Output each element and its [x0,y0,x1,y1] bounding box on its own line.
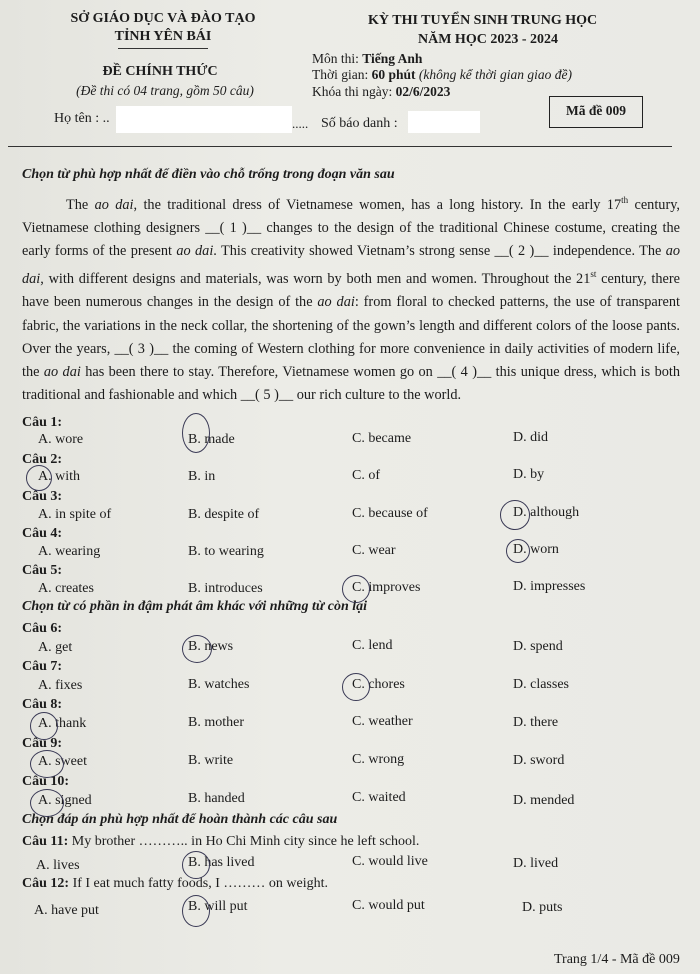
q5-label: Câu 5: [22,563,63,578]
answer-circle-q5 [342,575,370,603]
q10-option-d: D. mended [513,793,575,808]
name-dots: ..... [292,116,309,131]
q4-option-c: C. wear [352,543,396,558]
q3-option-a: A. in spite of [38,507,112,522]
date-value: 02/6/2023 [395,84,451,99]
pages-note: (Đề thi có 04 trang, gồm 50 câu) [76,83,254,98]
answer-circle-q12 [182,895,210,927]
q9-label: Câu 9: [22,736,63,751]
id-label: Số báo danh : [321,116,398,131]
q1-option-a: A. wore [38,432,84,447]
q11-option-b: B. has lived [188,855,255,870]
answer-circle-q9 [30,750,64,778]
school-year: NĂM HỌC 2023 - 2024 [418,32,558,47]
q7-option-c: C. chores [352,677,405,692]
q10-option-a: A. signed [38,793,92,808]
q7-option-d: D. classes [513,677,569,692]
time-value: 60 phút [371,67,416,82]
q11-option-d: D. lived [513,856,559,871]
section1-title: Chọn từ phù hợp nhất để điền vào chỗ trống trong đoạn văn sau [22,167,395,182]
q9-option-a: A. sweet [38,754,87,769]
name-redaction [116,106,292,133]
header-divider [8,146,672,147]
q8-option-c: C. weather [352,714,413,729]
q11-option-a: A. lives [36,858,80,873]
date-label: Khóa thi ngày: [312,84,396,99]
passage: The ao dai, the traditional dress of Vietnamese women, has a long history. In the early 17th century, Vietnamese clothing designers __( 1 )__ changes to the design of the traditional Chinese costume, creating the early forms of the present ao dai. This creativity showed Vietnam’s strong sense __( 2 )__ independence. The ao dai, with different designs and materials, was worn by both men and women. Throughout the 21st century, there have been numerous changes in the design of the ao dai: from floral to checked patterns, the use of transparent fabric, the variations in the neck collar, the shortening of the gown’s length and different colors of the loose pants. Over the years, __( 3 )__ the coming of Western clothing for more convenience in daily activities of modern life, the ao dai has been there to stay. Therefore, Vietnamese women go on __( 4 )__ this unique dress, which is both traditional and fashionable and which __( 5 )__ our rich culture to the world. [22,195,681,404]
q9-option-c: C. wrong [352,752,405,767]
answer-circle-q3 [500,500,530,530]
q7-option-b: B. watches [188,677,250,692]
q3-option-b: B. despite of [188,507,260,522]
q12-stem: Câu 12: If I eat much fatty foods, I ……… on weight. [22,876,329,891]
q6-option-a: A. get [38,640,73,655]
q12-option-a: A. have put [34,903,99,918]
q3-option-d: D. although [513,505,580,520]
exam-code: Mã đề 009 [566,103,626,118]
subject-value: Tiếng Anh [362,51,423,66]
answer-circle-q7 [342,673,370,701]
date-line [312,84,450,100]
q2-label: Câu 2: [22,452,63,467]
id-redaction [408,111,480,133]
q5-option-c: C. improves [352,580,421,595]
q5-option-b: B. introduces [188,581,263,596]
page-footer: Trang 1/4 - Mã đề 009 [554,952,680,967]
q7-option-a: A. fixes [38,678,83,693]
q1-option-c: C. became [352,431,412,446]
q3-option-c: C. because of [352,506,428,521]
time-label: Thời gian: [312,67,372,82]
answer-circle-q11 [182,851,210,879]
answer-circle-q2 [26,465,52,491]
q5-option-a: A. creates [38,581,94,596]
q11-stem: Câu 11: My brother ……….. in Ho Chi Minh city since he left school. [22,834,420,849]
q11-label: Câu 11: [22,834,69,849]
q9-option-d: D. sword [513,753,565,768]
dept-line2: TỈNH YÊN BÁI [114,29,212,44]
q9-option-b: B. write [188,753,234,768]
q6-label: Câu 6: [22,621,63,636]
q12-option-c: C. would put [352,898,425,913]
q1-label: Câu 1: [22,415,63,430]
q2-option-a: A. with [38,469,80,484]
subject-label: Môn thi: [312,51,363,66]
q6-option-b: B. news [188,639,234,654]
q2-option-b: B. in [188,469,216,484]
q11-option-c: C. would live [352,854,428,869]
q7-label: Câu 7: [22,659,63,674]
dept-underline [118,48,208,49]
answer-circle-q1 [182,413,210,453]
q12-option-b: B. will put [188,899,248,914]
q10-option-c: C. waited [352,790,406,805]
answer-circle-q8 [30,712,58,740]
section3-title: Chọn đáp án phù hợp nhất để hoàn thành các câu sau [22,812,338,827]
q2-option-c: C. of [352,468,380,483]
q8-label: Câu 8: [22,697,63,712]
q12-option-d: D. puts [522,900,563,915]
answer-circle-q4 [506,539,530,563]
q10-label: Câu 10: [22,774,70,789]
q4-option-d: D. worn [513,542,559,557]
q3-label: Câu 3: [22,489,63,504]
q6-option-c: C. lend [352,638,393,653]
exam-title: KỲ THI TUYỂN SINH TRUNG HỌC [368,13,598,28]
q2-option-d: D. by [513,467,545,482]
answer-circle-q6 [182,635,212,663]
q4-option-b: B. to wearing [188,544,264,559]
subject-line [312,51,422,67]
name-label: Họ tên : .. [54,111,110,126]
official-label: ĐỀ CHÍNH THỨC [102,64,218,79]
answer-circle-q10 [30,789,64,817]
time-line [312,67,572,83]
section2-title: Chọn từ có phần in đậm phát âm khác với những từ còn lại [22,599,368,614]
dept-line1: SỞ GIÁO DỤC VÀ ĐÀO TẠO [70,11,256,26]
q5-option-d: D. impresses [513,579,586,594]
time-note: (không kể thời gian giao đề) [415,67,572,82]
q12-label: Câu 12: [22,876,70,891]
q8-option-b: B. mother [188,715,244,730]
q8-option-a: A. thank [38,716,87,731]
q1-option-d: D. did [513,430,548,445]
q10-option-b: B. handed [188,791,245,806]
q4-option-a: A. wearing [38,544,101,559]
q8-option-d: D. there [513,715,559,730]
q4-label: Câu 4: [22,526,63,541]
q1-option-b: B. made [188,432,235,447]
q6-option-d: D. spend [513,639,563,654]
